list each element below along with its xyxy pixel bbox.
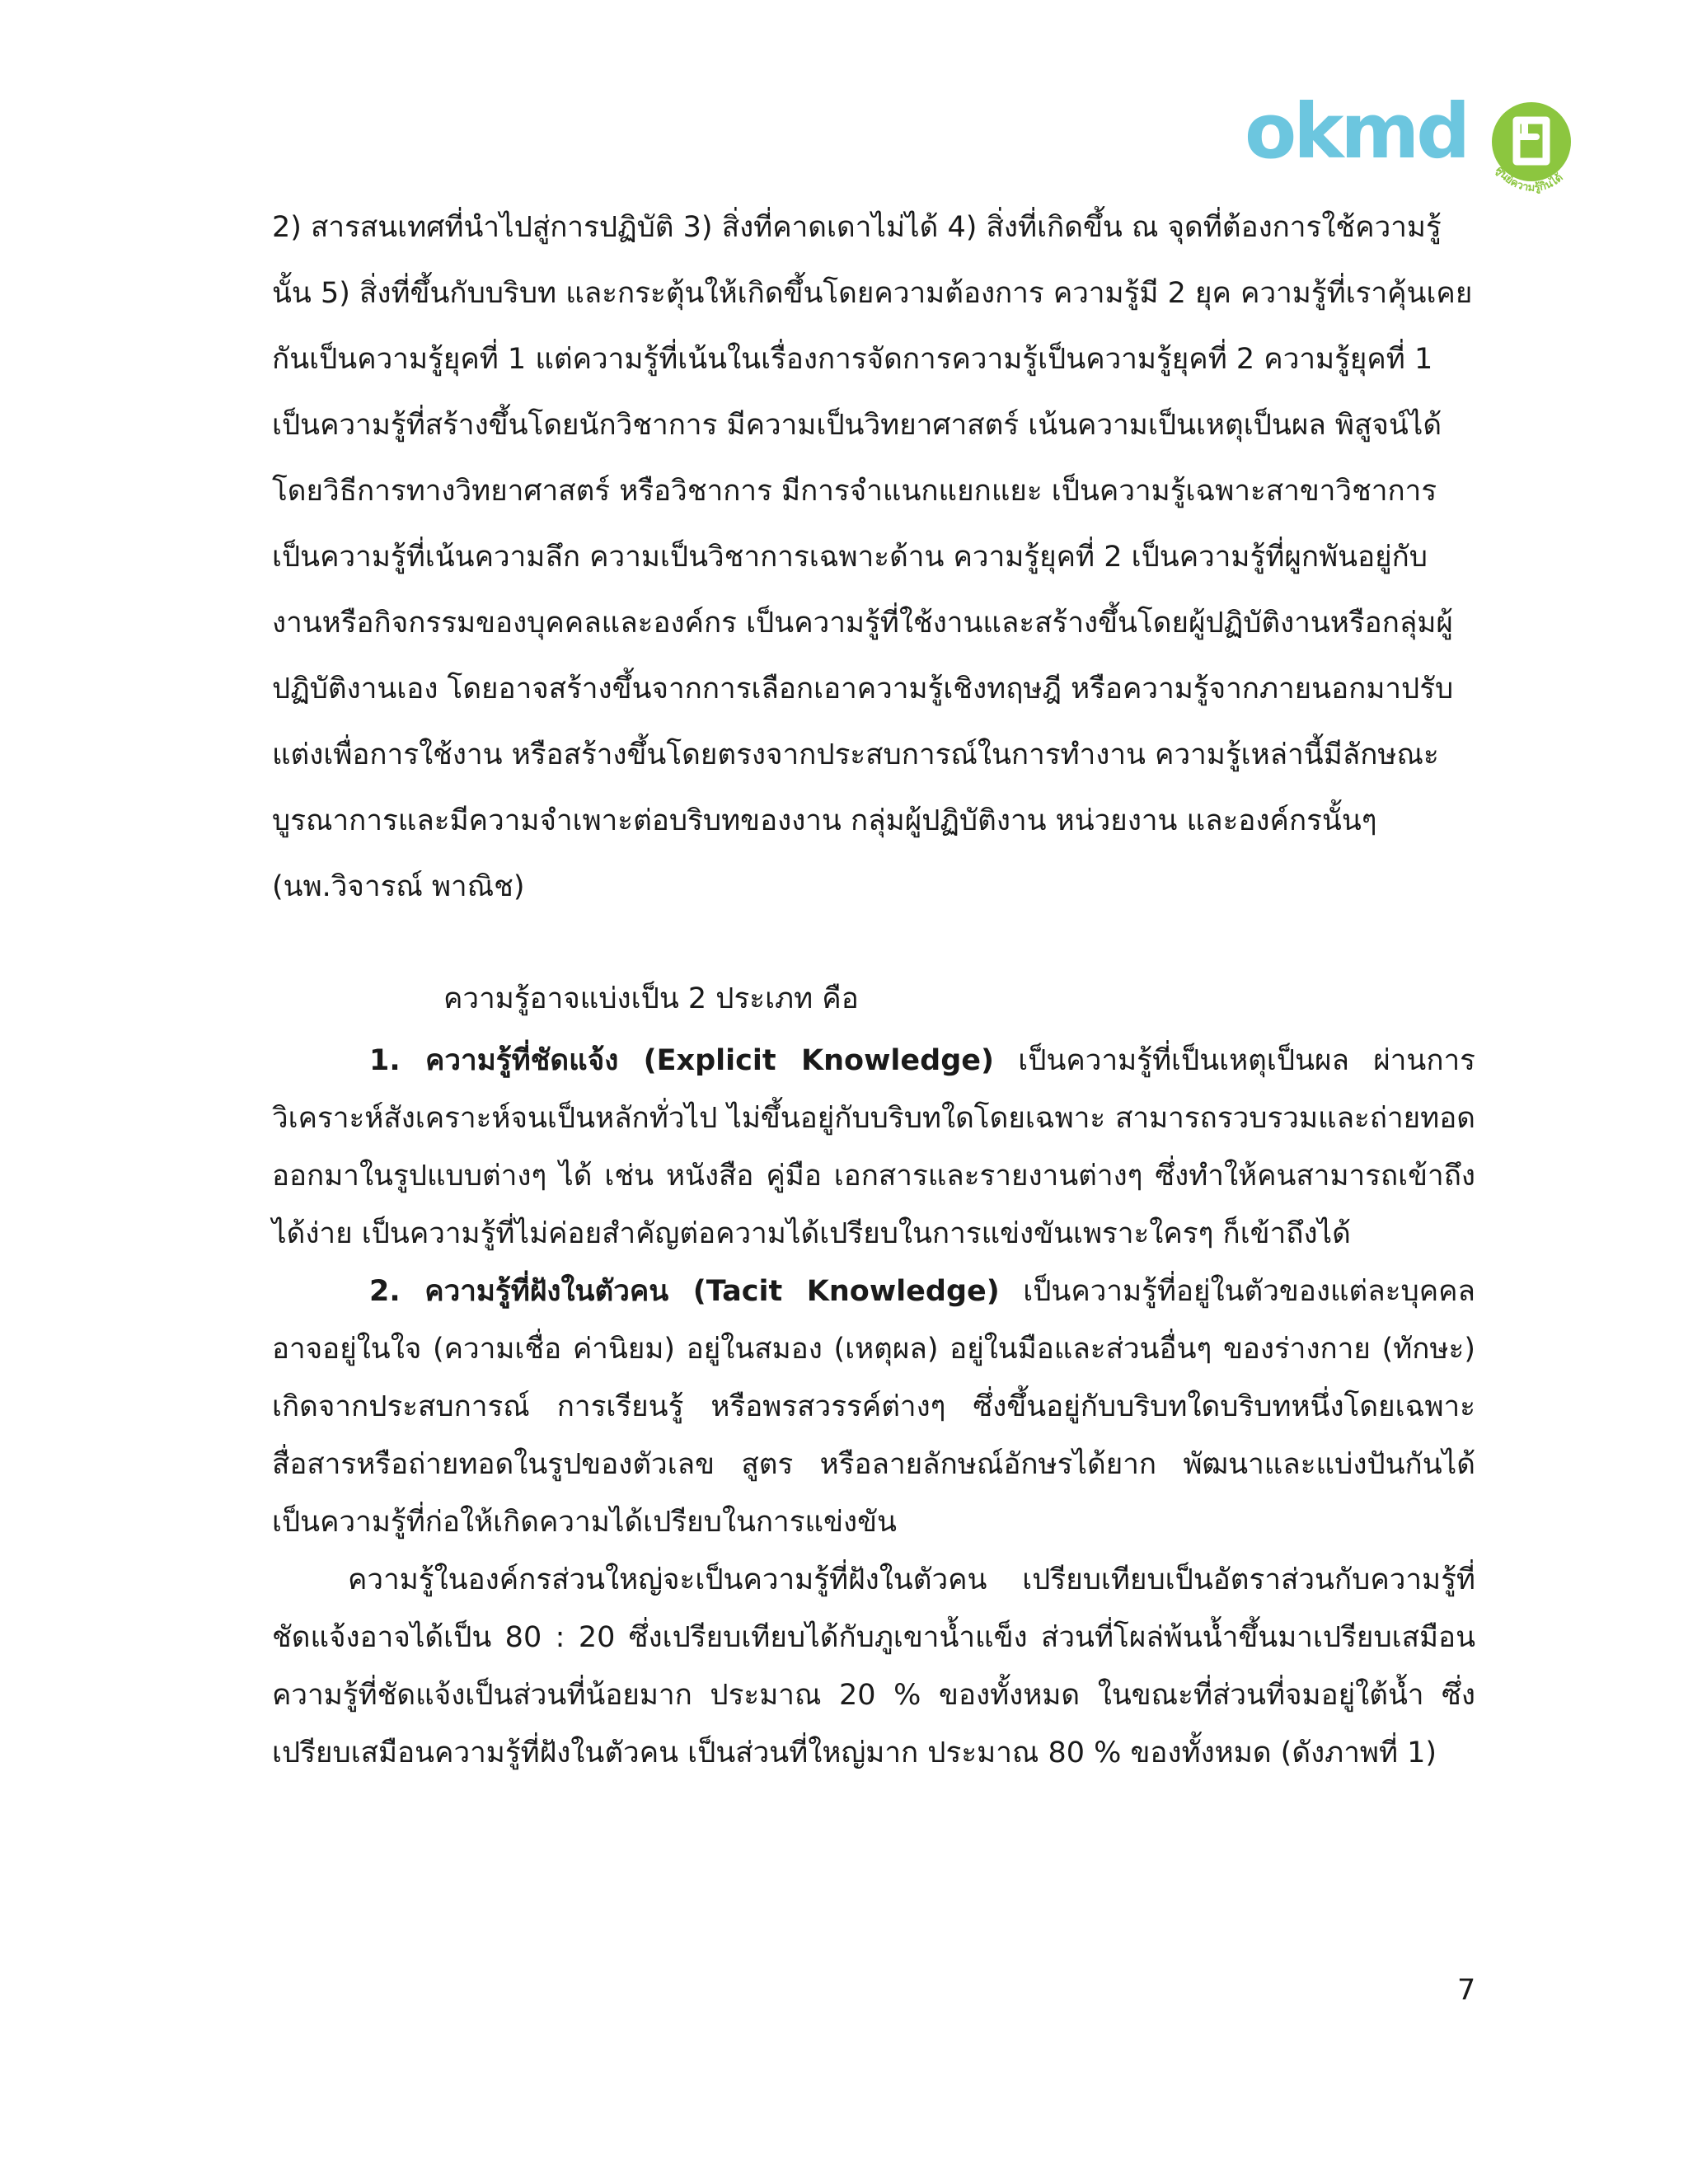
tacit-knowledge-paragraph — [272, 1263, 1475, 1551]
page-number: 7 — [1457, 1974, 1476, 2007]
logo-wordmark: okmd — [1245, 87, 1468, 176]
explicit-knowledge-paragraph — [272, 1032, 1475, 1263]
explicit-knowledge-body: เป็นความรู้ที่เป็นเหตุเป็นผล ผ่านการวิเคราะห์สังเคราะห์จนเป็นหลักทั่วไป ไม่ขึ้นอยู่กับบริบทใดโดยเฉพาะ สามารถรวบรวมและถ่ายทอดออกมาในรูปแบบต่างๆ ได้ เช่น หนังสือ คู่มือ เอกสารและรายงานต่างๆ ซึ่งทำให้คนสามารถเข้าถึงได้ง่าย เป็นความรู้ที่ไม่ค่อยสำคัญต่อความได้เปรียบในการแข่งขันเพราะใครๆ ก็เข้าถึงได้ — [272, 1044, 1475, 1250]
closing-paragraph: ความรู้ในองค์กรส่วนใหญ่จะเป็นความรู้ที่ฝังในตัวคน เปรียบเทียบเป็นอัตราส่วนกับความรู้ที่ชัดแจ้งอาจได้เป็น 80 : 20 ซึ่งเปรียบเทียบได้กับภูเขาน้ำแข็ง ส่วนที่โผล่พ้นน้ำขึ้นมาเปรียบเสมือนความรู้ที่ชัดแจ้งเป็นส่วนที่น้อยมาก ประมาณ 20 % ของทั้งหมด ในขณะที่ส่วนที่จมอยู่ใต้น้ำ ซึ่งเปรียบเสมือนความรู้ที่ฝังในตัวคน เป็นส่วนที่ใหญ่มาก ประมาณ 80 % ของทั้งหมด (ดังภาพที่ 1) — [272, 1563, 1475, 1769]
types-heading: ความรู้อาจแบ่งเป็น 2 ประเภท คือ — [443, 982, 859, 1015]
logo-tagline: ศูนย์ความรู้กินได้ — [1493, 164, 1566, 194]
logo-book-emblem-icon — [1474, 91, 1589, 206]
tacit-knowledge-body: เป็นความรู้ที่อยู่ในตัวของแต่ละบุคคล อาจอยู่ในใจ (ความเชื่อ ค่านิยม) อยู่ในสมอง (เหตุผล) อยู่ในมือและส่วนอื่นๆ ของร่างกาย (ทักษะ) เกิดจากประสบการณ์ การเรียนรู้ หรือพรสวรรค์ต่างๆ ซึ่งขึ้นอยู่กับบริบทใดบริบทหนึ่งโดยเฉพาะ สื่อสารหรือถ่ายทอดในรูปของตัวเลข สูตร หรือลายลักษณ์อักษรได้ยาก พัฒนาและแบ่งปันกันได้ เป็นความรู้ที่ก่อให้เกิดความได้เปรียบในการแข่งขัน — [272, 1275, 1475, 1539]
okmd-logo — [1245, 87, 1591, 194]
document-body — [272, 194, 1475, 1782]
explicit-knowledge-title: 1. ความรู้ที่ชัดแจ้ง (Explicit Knowledge) — [369, 1044, 994, 1077]
intro-paragraph: 2) สารสนเทศที่นำไปสู่การปฏิบัติ 3) สิ่งที่คาดเดาไม่ได้ 4) สิ่งที่เกิดขึ้น ณ จุดที่ต้องการใช้ความรู้นั้น 5) สิ่งที่ขึ้นกับบริบท และกระตุ้นให้เกิดขึ้นโดยความต้องการ ความรู้มี 2 ยุค ความรู้ที่เราคุ้นเคยกันเป็นความรู้ยุคที่ 1 แต่ความรู้ที่เน้นในเรื่องการจัดการความรู้เป็นความรู้ยุคที่ 2 ความรู้ยุคที่ 1 เป็นความรู้ที่สร้างขึ้นโดยนักวิชาการ มีความเป็นวิทยาศาสตร์ เน้นความเป็นเหตุเป็นผล พิสูจน์ได้โดยวิธีการทางวิทยาศาสตร์ หรือวิชาการ มีการจำแนกแยกแยะ เป็นความรู้เฉพาะสาขาวิชาการ เป็นความรู้ที่เน้นความลึก ความเป็นวิชาการเฉพาะด้าน ความรู้ยุคที่ 2 เป็นความรู้ที่ผูกพันอยู่กับงานหรือกิจกรรมของบุคคลและองค์กร เป็นความรู้ที่ใช้งานและสร้างขึ้นโดยผู้ปฏิบัติงานหรือกลุ่มผู้ปฏิบัติงานเอง โดยอาจสร้างขึ้นจากการเลือกเอาความรู้เชิงทฤษฎี หรือความรู้จากภายนอกมาปรับแต่งเพื่อการใช้งาน หรือสร้างขึ้นโดยตรงจากประสบการณ์ในการทำงาน ความรู้เหล่านี้มีลักษณะบูรณาการและมีความจำเพาะต่อบริบทของงาน กลุ่มผู้ปฏิบัติงาน หน่วยงาน และองค์กรนั้นๆ (นพ.วิจารณ์ พาณิช) — [272, 211, 1473, 903]
tacit-knowledge-title: 2. ความรู้ที่ฝังในตัวคน (Tacit Knowledge) — [369, 1275, 1000, 1308]
